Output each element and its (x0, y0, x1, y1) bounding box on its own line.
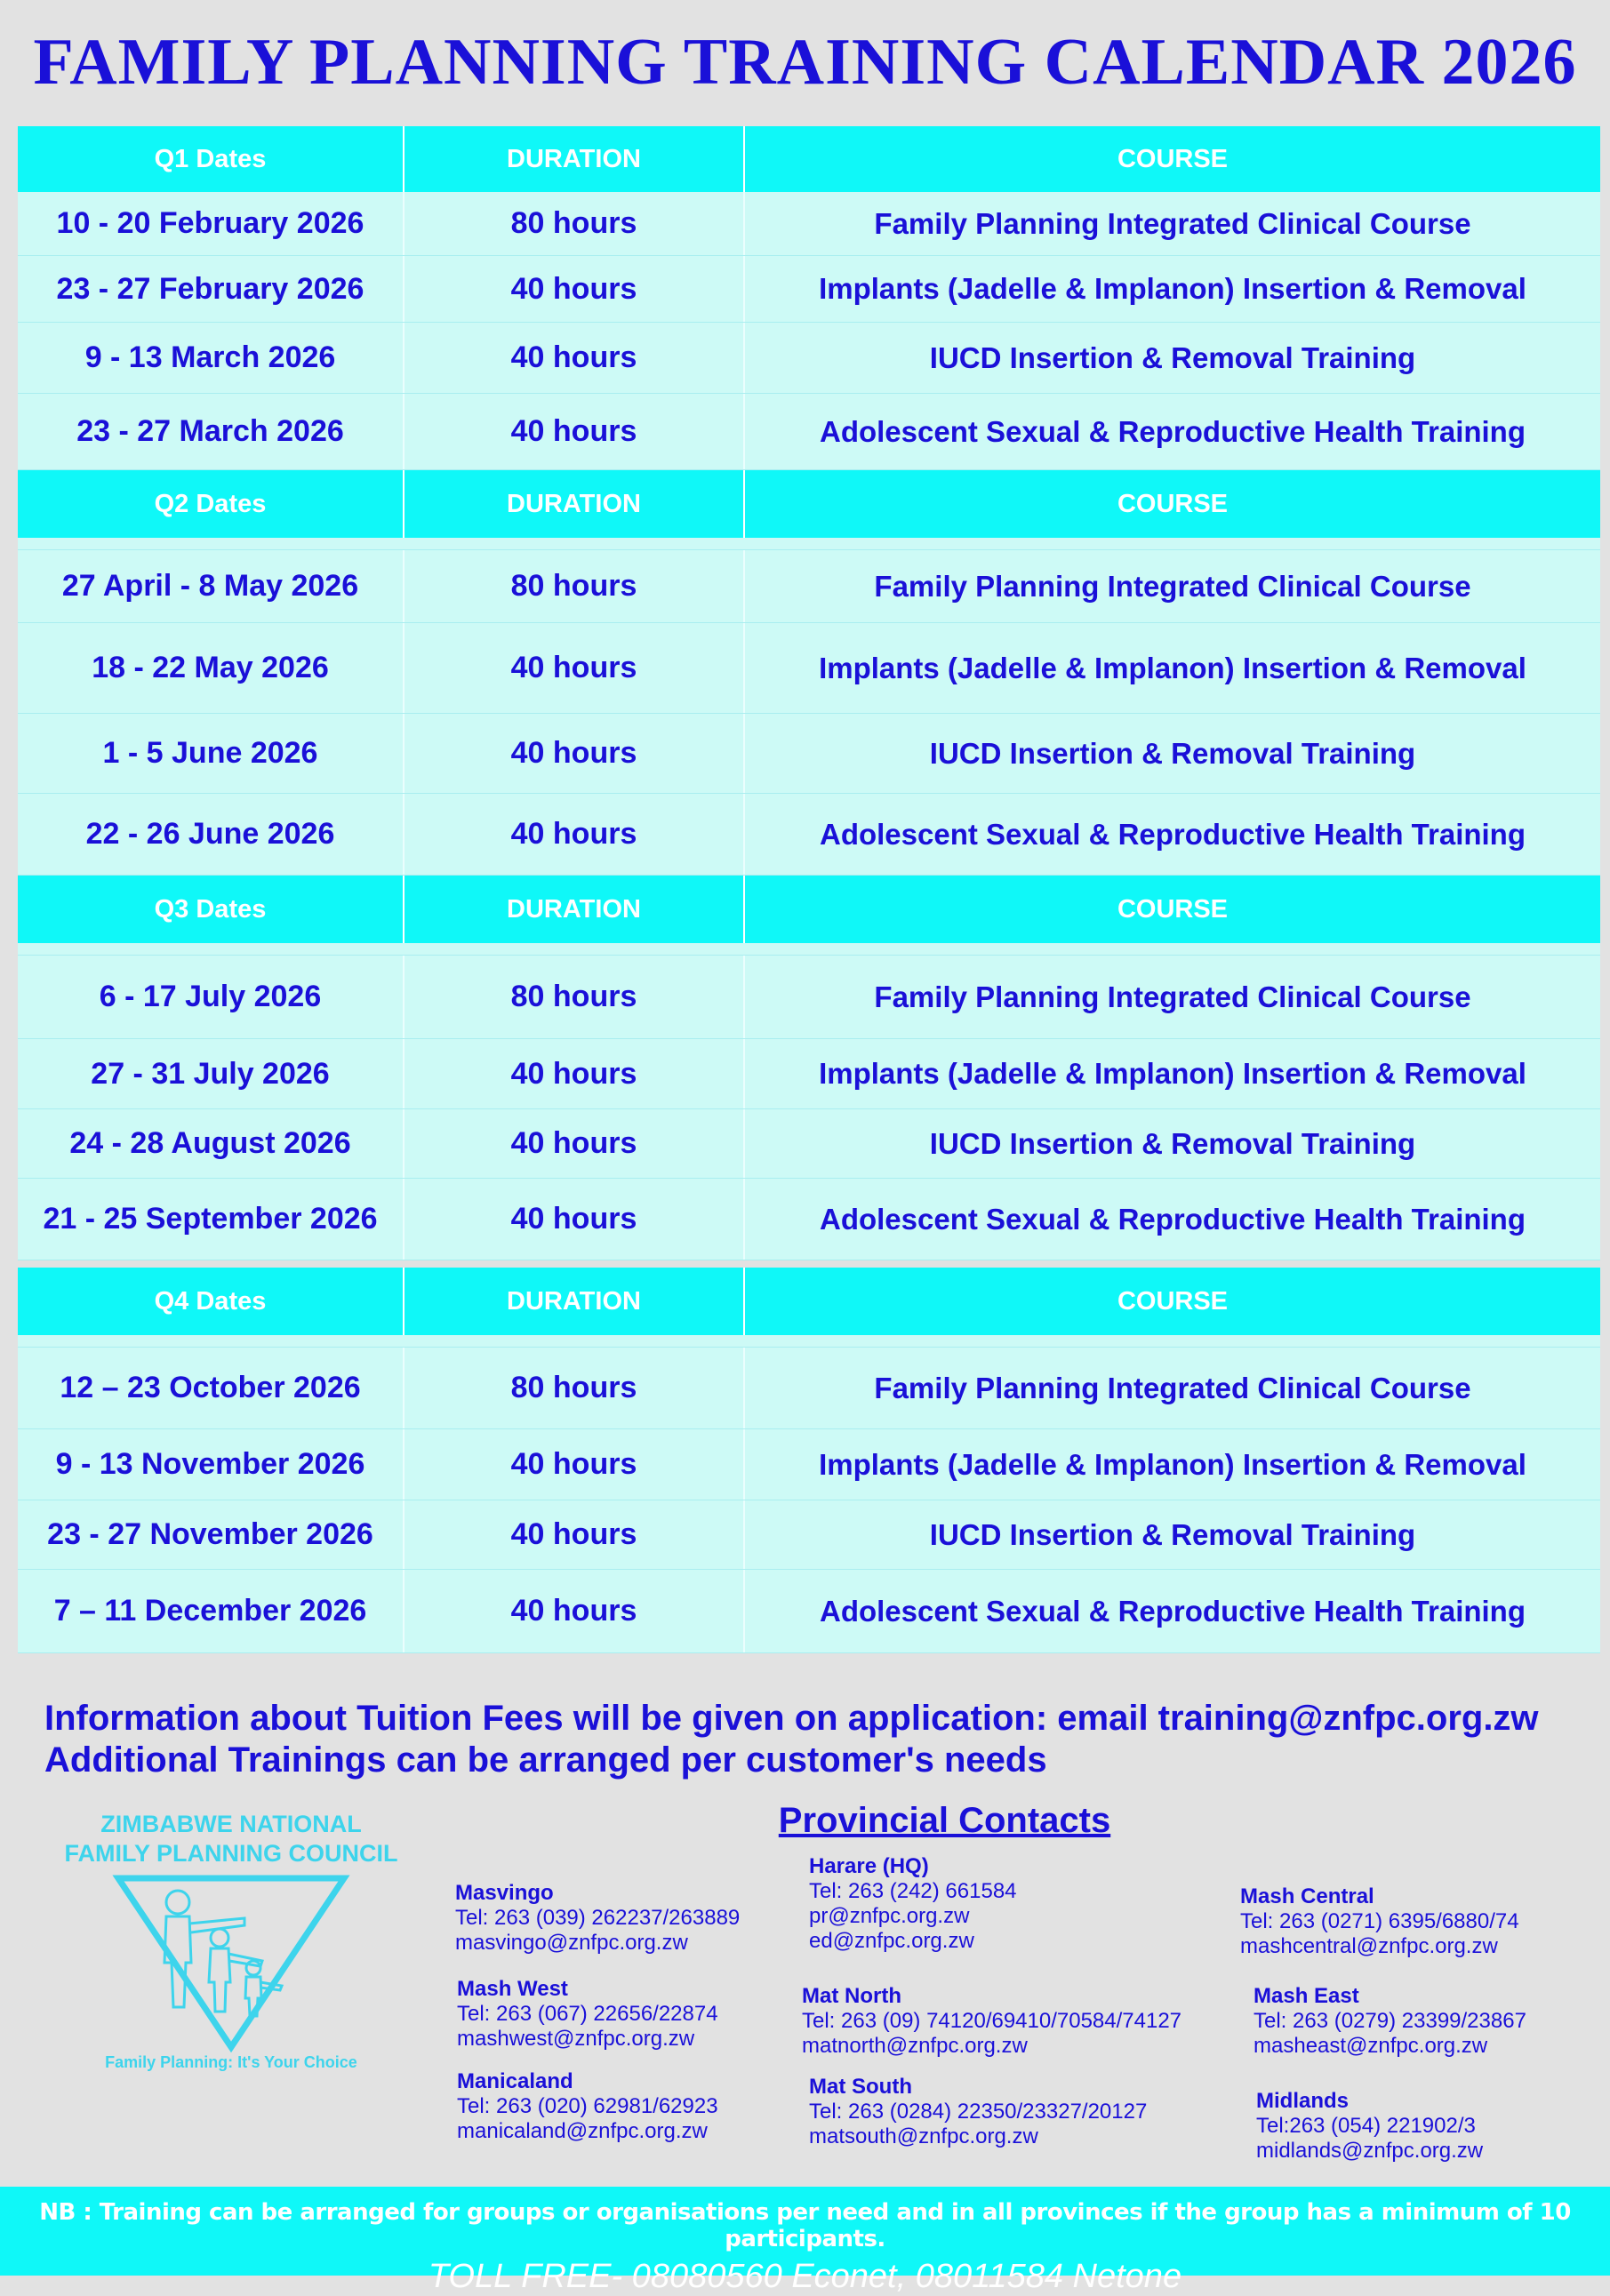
training-duration: 40 hours (405, 1500, 745, 1569)
row-spacer (18, 943, 1600, 956)
training-date: 22 - 26 June 2026 (18, 794, 405, 875)
training-duration: 40 hours (405, 1570, 745, 1652)
quarter-section-q3 (18, 876, 1600, 1260)
table-row (18, 794, 1600, 876)
contact-masvingo: Masvingo Tel: 263 (039) 262237/263889 masvingo@znfpc.org.zw (455, 1881, 741, 1955)
training-duration: 80 hours (405, 1348, 745, 1428)
training-duration: 40 hours (405, 1179, 745, 1260)
footer-banner (0, 2187, 1610, 2295)
training-date: 27 April - 8 May 2026 (18, 550, 405, 622)
course-name: IUCD Insertion & Removal Training (929, 340, 1416, 374)
training-date: 9 - 13 November 2026 (18, 1429, 405, 1500)
quarter-section-q2 (18, 470, 1600, 876)
training-date: 9 - 13 March 2026 (18, 323, 405, 393)
quarter-section-q1 (18, 126, 1600, 470)
duration-column-header: DURATION (405, 1268, 745, 1335)
logo-name-line1: ZIMBABWE NATIONAL (100, 1811, 362, 1837)
course-name: Implants (Jadelle & Implanon) Insertion & Removal (819, 1057, 1526, 1090)
training-date: 27 - 31 July 2026 (18, 1039, 405, 1108)
contact-mat-south: Mat South Tel: 263 (0284) 22350/23327/20127 matsouth@znfpc.org.zw (809, 2075, 1148, 2148)
course-column-header: COURSE (1117, 894, 1229, 924)
training-duration: 40 hours (405, 623, 745, 713)
row-spacer (18, 1335, 1600, 1348)
table-header (18, 126, 1600, 192)
tuition-info-text: Information about Tuition Fees will be given on application: email training@znfpc.org.zw (44, 1699, 1539, 1738)
organization-logo (44, 1810, 418, 2072)
contact-mat-north: Mat North Tel: 263 (09) 74120/69410/70584/74127 matnorth@znfpc.org.zw (802, 1984, 1182, 2058)
table-row (18, 192, 1600, 256)
course-name: Adolescent Sexual & Reproductive Health Training (819, 1594, 1526, 1628)
table-row (18, 323, 1600, 394)
course-name: Family Planning Integrated Clinical Course (874, 980, 1471, 1013)
table-row (18, 550, 1600, 623)
course-name: Adolescent Sexual & Reproductive Health Training (819, 817, 1526, 851)
family-triangle-icon (111, 1874, 351, 2052)
training-date: 18 - 22 May 2026 (18, 623, 405, 713)
course-name: Family Planning Integrated Clinical Course (874, 206, 1471, 240)
contact-harare: Harare (HQ) Tel: 263 (242) 661584 pr@znfpc.org.zw ed@znfpc.org.zw (809, 1854, 1017, 1953)
training-duration: 40 hours (405, 256, 745, 322)
course-column-header: COURSE (1117, 1286, 1229, 1316)
table-row (18, 1179, 1600, 1260)
training-date: 23 - 27 February 2026 (18, 256, 405, 322)
table-row (18, 394, 1600, 470)
course-name: IUCD Insertion & Removal Training (929, 1126, 1416, 1160)
contact-mash-central: Mash Central Tel: 263 (0271) 6395/6880/74 mashcentral@znfpc.org.zw (1240, 1884, 1519, 1958)
course-name: Adolescent Sexual & Reproductive Health Training (819, 414, 1526, 448)
training-date: 21 - 25 September 2026 (18, 1179, 405, 1260)
contact-mash-east: Mash East Tel: 263 (0279) 23399/23867 masheast@znfpc.org.zw (1254, 1984, 1526, 2058)
training-date: 6 - 17 July 2026 (18, 956, 405, 1038)
training-date: 7 – 11 December 2026 (18, 1570, 405, 1652)
footer-note: NB : Training can be arranged for groups or organisations per need and in all provinces if the group has a minimum of 10 participants. (39, 2199, 1571, 2252)
training-duration: 80 hours (405, 192, 745, 255)
dates-column-header: Q4 Dates (18, 1268, 405, 1335)
training-date: 23 - 27 March 2026 (18, 394, 405, 469)
course-name: IUCD Insertion & Removal Training (929, 1517, 1416, 1551)
table-row (18, 714, 1600, 794)
logo-name-line2: FAMILY PLANNING COUNCIL (64, 1840, 398, 1867)
toll-free-numbers: TOLL FREE- 08080560 Econet, 08011584 Netone (428, 2258, 1182, 2295)
course-column-header: COURSE (1117, 144, 1229, 173)
duration-column-header: DURATION (405, 126, 745, 192)
dates-column-header: Q2 Dates (18, 470, 405, 538)
dates-column-header: Q1 Dates (18, 126, 405, 192)
course-name: Implants (Jadelle & Implanon) Insertion & Removal (819, 651, 1526, 684)
table-header (18, 1268, 1600, 1335)
course-name: Family Planning Integrated Clinical Course (874, 1371, 1471, 1404)
training-date: 12 – 23 October 2026 (18, 1348, 405, 1428)
table-row (18, 256, 1600, 323)
table-row (18, 1109, 1600, 1179)
table-row (18, 1500, 1600, 1570)
training-duration: 80 hours (405, 550, 745, 622)
table-row (18, 1570, 1600, 1653)
duration-column-header: DURATION (405, 876, 745, 943)
training-date: 1 - 5 June 2026 (18, 714, 405, 793)
training-duration: 80 hours (405, 956, 745, 1038)
table-row (18, 956, 1600, 1039)
contact-manicaland: Manicaland Tel: 263 (020) 62981/62923 manicaland@znfpc.org.zw (457, 2069, 718, 2143)
course-column-header: COURSE (1117, 489, 1229, 518)
training-duration: 40 hours (405, 323, 745, 393)
table-row (18, 623, 1600, 714)
training-date: 24 - 28 August 2026 (18, 1109, 405, 1178)
row-spacer (18, 538, 1600, 550)
quarter-section-q4 (18, 1268, 1600, 1653)
table-row (18, 1039, 1600, 1109)
training-duration: 40 hours (405, 1039, 745, 1108)
training-duration: 40 hours (405, 714, 745, 793)
table-row (18, 1348, 1600, 1429)
table-row (18, 1429, 1600, 1500)
training-duration: 40 hours (405, 394, 745, 469)
course-name: IUCD Insertion & Removal Training (929, 736, 1416, 770)
course-name: Family Planning Integrated Clinical Course (874, 569, 1471, 603)
contact-mash-west: Mash West Tel: 263 (067) 22656/22874 mashwest@znfpc.org.zw (457, 1977, 718, 2051)
course-name: Implants (Jadelle & Implanon) Insertion & Removal (819, 1447, 1526, 1481)
info-block (44, 1698, 1539, 1781)
training-date: 10 - 20 February 2026 (18, 192, 405, 255)
page-title: FAMILY PLANNING TRAINING CALENDAR 2026 (33, 26, 1577, 99)
table-header (18, 470, 1600, 538)
course-name: Adolescent Sexual & Reproductive Health Training (819, 1202, 1526, 1236)
logo-tagline: Family Planning: It's Your Choice (105, 2053, 357, 2071)
training-duration: 40 hours (405, 794, 745, 875)
dates-column-header: Q3 Dates (18, 876, 405, 943)
training-date: 23 - 27 November 2026 (18, 1500, 405, 1569)
training-duration: 40 hours (405, 1429, 745, 1500)
table-header (18, 876, 1600, 943)
training-duration: 40 hours (405, 1109, 745, 1178)
course-name: Implants (Jadelle & Implanon) Insertion & Removal (819, 272, 1526, 305)
contact-midlands: Midlands Tel:263 (054) 221902/3 midlands@znfpc.org.zw (1256, 2089, 1484, 2163)
provincial-contacts-title: Provincial Contacts (778, 1801, 1111, 1840)
training-calendar-table (18, 126, 1600, 1653)
additional-trainings-text: Additional Trainings can be arranged per customer's needs (44, 1740, 1047, 1780)
duration-column-header: DURATION (405, 470, 745, 538)
